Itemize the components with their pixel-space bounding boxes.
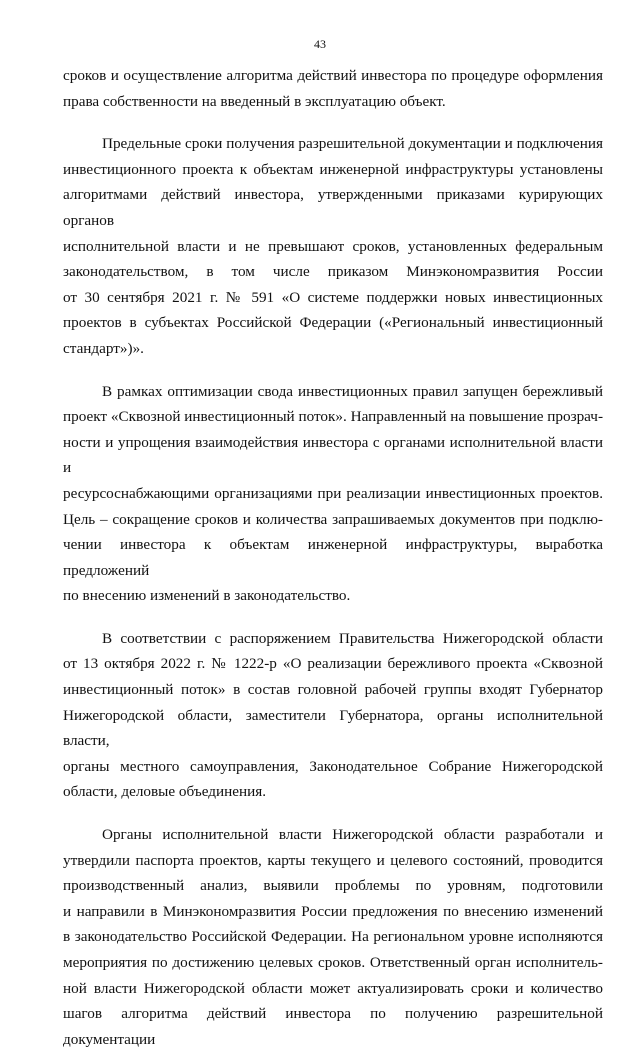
document-body: [63, 63, 603, 1052]
text-line: шагов алгоритма действий инвестора по получению разрешительной документации: [63, 1005, 603, 1048]
text-line: Цель – сокращение сроков и количества запрашиваемых документов при подклю-: [63, 510, 603, 528]
text-line: области, деловые объединения.: [63, 783, 267, 801]
text-line: В рамках оптимизации свода инвестиционных правил запущен бережливый: [102, 382, 603, 400]
paragraph: [63, 626, 603, 805]
text-line: и направили в Минэкономразвития России предложения по внесению изменений: [63, 902, 603, 920]
paragraph: [63, 131, 603, 361]
text-line: ности и упрощения взаимодействия инвестора с органами исполнительной власти и: [63, 433, 603, 477]
text-line: инвестиционный поток» в состав головной рабочей группы входят Губернатор: [63, 681, 603, 699]
text-line: производственный анализ, выявили проблемы по уровням, подготовили: [63, 877, 603, 895]
text-line: ной власти Нижегородской области может актуализировать сроки и количество: [63, 979, 603, 997]
text-line: от 13 октября 2022 г. № 1222-р «О реализации бережливого проекта «Сквозной: [63, 655, 603, 673]
text-line: органы местного самоуправления, Законодательное Собрание Нижегородской: [63, 757, 603, 775]
paragraph: [63, 63, 603, 114]
text-line: утвердили паспорта проектов, карты текущего и целевого состояний, проводится: [63, 851, 603, 869]
text-line: в законодательство Российской Федерации. На региональном уровне исполняются: [63, 928, 603, 946]
text-line: чении инвестора к объектам инженерной инфраструктуры, выработка предложений: [63, 536, 603, 579]
paragraph: [63, 822, 603, 1052]
text-line: проектов в субъектах Российской Федерации («Региональный инвестиционный: [63, 314, 603, 332]
text-line: ресурсоснабжающими организациями при реализации инвестиционных проектов.: [63, 484, 603, 502]
text-line: проект «Сквозной инвестиционный поток». Направленный на повышение прозрач-: [63, 408, 603, 426]
text-line: Нижегородской области, заместители Губернатора, органы исполнительной власти,: [63, 706, 603, 750]
text-line: алгоритмами действий инвестора, утвержденными приказами курирующих органов: [63, 186, 603, 229]
text-line: инвестиционного проекта к объектам инженерной инфраструктуры установлены: [63, 160, 603, 178]
paragraph: [63, 379, 603, 609]
text-line: исполнительной власти и не превышают сроков, установленных федеральным: [63, 237, 603, 255]
text-line: по внесению изменений в законодательство.: [63, 587, 351, 605]
text-line: стандарт»)».: [63, 339, 144, 357]
text-line: от 30 сентября 2021 г. № 591 «О системе поддержки новых инвестиционных: [63, 288, 603, 306]
text-line: сроков и осуществление алгоритма действий инвестора по процедуре оформления: [63, 67, 603, 84]
text-line: мероприятия по достижению целевых сроков. Ответственный орган исполнитель-: [63, 954, 603, 971]
text-line: Предельные сроки получения разрешительной документации и подключения: [102, 135, 603, 153]
text-line: В соответствии с распоряжением Правительства Нижегородской области: [102, 629, 603, 647]
text-line: Органы исполнительной власти Нижегородской области разработали и: [102, 826, 603, 844]
text-line: законодательством, в том числе приказом Минэкономразвития России: [63, 263, 603, 281]
text-line: права собственности на введенный в эксплуатацию объект.: [63, 92, 446, 110]
page-number: 43: [314, 37, 326, 51]
